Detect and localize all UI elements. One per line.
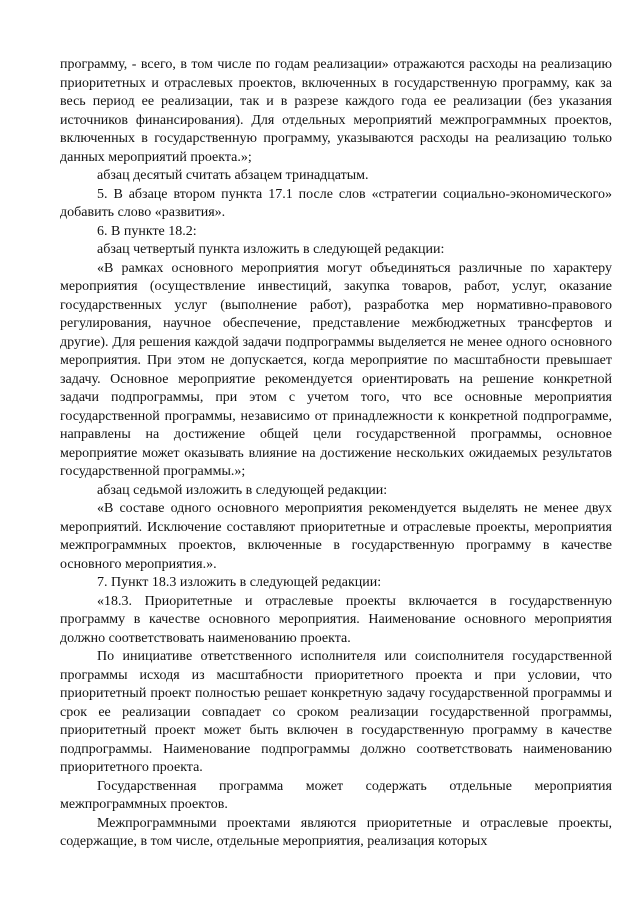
paragraph: «18.3. Приоритетные и отраслевые проекты включается в государственную программу в качестве основного мероприятия. Наименование основного мероприятия должно соответствовать наименованию проекта. [60,593,612,646]
paragraph: программу, - всего, в том числе по годам реализации» отражаются расходы на реализацию приоритетных и отраслевых проектов, включенных в государственную программу, как за весь период ее реализации, так и в разрезе каждого года ее реализации (без указания источников финансирования). Для отдельных мероприятий межпрограммных проектов, включенных в государственную программу, указываются расходы на реализацию только данных мероприятий проекта.»; [60,57,612,165]
paragraph: 7. Пункт 18.3 изложить в следующей редакции: [97,575,382,590]
paragraph: Межпрограммными проектами являются приоритетные и отраслевые проекты, содержащие, в том числе, отдельные мероприятия, реализация которых [60,815,612,849]
paragraph: «В составе одного основного мероприятия рекомендуется выделять не менее двух мероприятий. Исключение составляют приоритетные и отраслевые проекты, мероприятия межпрограммных проектов, включенные в государственную программу в качестве основного мероприятия.». [60,501,612,572]
paragraph: абзац четвертый пункта изложить в следующей редакции: [97,242,445,257]
paragraph: 6. В пункте 18.2: [97,223,197,239]
paragraph: Государственная программа может содержать отдельные мероприятия межпрограммных проектов. [60,778,612,812]
document-page [60,56,612,852]
paragraph: абзац десятый считать абзацем тринадцатым. [97,168,369,183]
paragraph: абзац седьмой изложить в следующей редакции: [97,482,388,498]
paragraph: «В рамках основного мероприятия могут объединяться различные по характеру мероприятия (осуществление инвестиций, закупка товаров, работ, услуг, оказание государственных услуг (выполнение работ), разработка мер нормативно-правового регулирования, научное обеспечение, представление межбюджетных трансфертов и другие). Для решения каждой задачи подпрограммы выделяется не менее одного основного мероприятия. При этом не допускается, когда мероприятие по масштабности превышает задачу. Основное мероприятие рекомендуется ориентировать на решение конкретной задачи подпрограммы, при этом с учетом того, что все основные мероприятия государственной программы, независимо от принадлежности к конкретной подпрограмме, направлены на достижение общей цели государственной программы, основное мероприятие может оказывать влияние на достижение нескольких ожидаемых результатов государственной программы.»; [60,260,612,479]
paragraph: 5. В абзаце втором пункта 17.1 после слов «стратегии социально-экономического» добавить слово «развития». [60,186,612,220]
paragraph: По инициативе ответственного исполнителя или соисполнителя государственной программы исходя из масштабности приоритетного проекта и при условии, что приоритетный проект полностью решает конкретную задачу государственной программы и срок ее реализации совпадает со сроком реализации государственной программы, приоритетный проект может быть включен в государственную программу в качестве подпрограммы. Наименование подпрограммы должно соответствовать наименованию приоритетного проекта. [60,649,612,775]
